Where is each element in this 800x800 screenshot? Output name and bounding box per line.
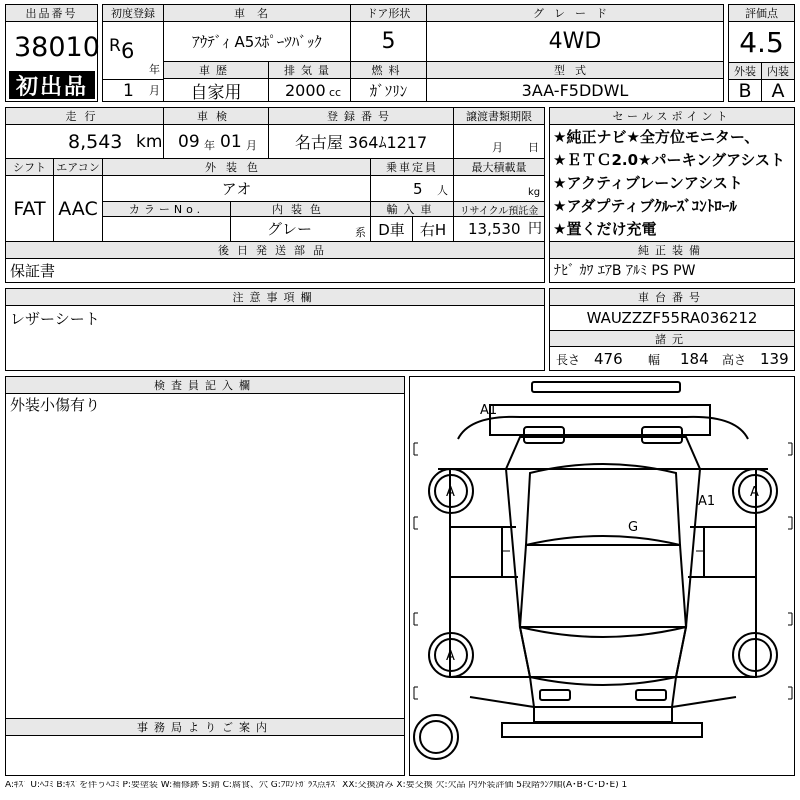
plate-label: 登録番号 bbox=[268, 107, 454, 125]
history-value: 自家用 bbox=[163, 78, 269, 102]
inspector-value: 外装小傷有り bbox=[10, 396, 101, 414]
mileage-value: 8,543 bbox=[68, 131, 123, 153]
int-color-suffix: 系 bbox=[355, 226, 366, 239]
inspection-month: 01 bbox=[220, 132, 242, 152]
score-value: 4.5 bbox=[728, 21, 795, 63]
first-reg-year-unit: 年 bbox=[149, 63, 160, 76]
recycle-value: 13,530 bbox=[468, 220, 521, 238]
mileage-label: 走行 bbox=[5, 107, 164, 125]
inspector-label: 検査員記入欄 bbox=[5, 376, 405, 394]
capacity-label: 乗車定員 bbox=[370, 158, 454, 176]
fuel-value: ｶﾞｿﾘﾝ bbox=[350, 78, 427, 102]
history-label: 車歴 bbox=[163, 61, 269, 79]
sales-points-label: セールスポイント bbox=[549, 107, 795, 125]
mark-wheel-rl: A bbox=[446, 649, 455, 664]
sales-point-4: ★アダプティブｸﾙｰｽﾞｺﾝﾄﾛｰﾙ bbox=[553, 197, 737, 215]
first-reg-month-unit: 月 bbox=[149, 84, 160, 97]
int-color-cell bbox=[230, 216, 371, 242]
recycle-label: リサイクル預託金 bbox=[453, 201, 545, 217]
lot-label: 出品番号 bbox=[5, 4, 98, 22]
fuel-label: 燃料 bbox=[350, 61, 427, 79]
equipment-value: ﾅﾋﾞ ｶﾜ ｴｱB ｱﾙﾐ PS PW bbox=[554, 263, 696, 279]
model-label: 型式 bbox=[426, 61, 724, 79]
shift-value: FAT bbox=[5, 175, 54, 242]
equipment-label: 純正装備 bbox=[549, 241, 795, 259]
dims-cell bbox=[549, 346, 795, 371]
sales-point-5: ★置くだけ充電 bbox=[553, 220, 657, 238]
ac-value: AAC bbox=[53, 175, 103, 242]
max-load-label: 最大積載量 bbox=[453, 158, 545, 176]
import-handle: 右H bbox=[412, 216, 454, 242]
bracket-right-1 bbox=[788, 443, 792, 455]
door-label: ドア形状 bbox=[350, 4, 427, 22]
bracket-left-2 bbox=[414, 517, 418, 529]
plate-value: 名古屋 364ﾑ1217 bbox=[268, 124, 454, 159]
notes-value: レザーシート bbox=[10, 310, 100, 328]
roof bbox=[520, 545, 686, 627]
max-load-unit: kg bbox=[528, 187, 541, 198]
grade-value: 4WD bbox=[426, 21, 724, 62]
ext-color-label: 外装色 bbox=[102, 158, 371, 176]
color-no-cell bbox=[102, 216, 231, 242]
ext-score: B bbox=[728, 79, 762, 102]
mileage-cell bbox=[5, 124, 164, 159]
capacity-unit: 人 bbox=[437, 184, 448, 197]
height-label: 高さ bbox=[722, 353, 747, 367]
lot-section bbox=[5, 4, 98, 102]
transfer-day-unit: 日 bbox=[528, 141, 539, 154]
color-no-label: カラーNo. bbox=[102, 201, 231, 217]
inspection-month-unit: 月 bbox=[246, 139, 257, 152]
inspection-label: 車検 bbox=[163, 107, 269, 125]
displacement-value: 2000 bbox=[285, 81, 326, 100]
later-parts-value: 保証書 bbox=[10, 262, 56, 280]
mark-windshield: G bbox=[628, 520, 639, 535]
bracket-right-2 bbox=[788, 517, 792, 529]
capacity-cell bbox=[370, 175, 454, 202]
notes-cell bbox=[5, 305, 545, 371]
transfer-month-unit: 月 bbox=[492, 141, 503, 154]
recycle-unit: 円 bbox=[528, 221, 542, 237]
car-name: ｱｳﾃﾞｨ A5ｽﾎﾟｰﾂﾊﾞｯｸ bbox=[163, 21, 351, 62]
recycle-cell bbox=[453, 216, 545, 242]
rear-fenders bbox=[470, 697, 736, 722]
int-score-label: 内装 bbox=[761, 62, 795, 80]
grade-label: グレード bbox=[426, 4, 724, 22]
office-label: 事務局よりご案内 bbox=[5, 718, 405, 736]
damage-diagram bbox=[409, 376, 795, 776]
inspector-cell bbox=[5, 393, 405, 719]
vin-value: WAUZZZF55RA036212 bbox=[549, 305, 795, 331]
door-value: 5 bbox=[350, 21, 427, 62]
car-diagram-svg bbox=[410, 377, 795, 776]
score-label: 評価点 bbox=[728, 4, 795, 22]
later-parts-cell bbox=[5, 258, 545, 283]
int-score: A bbox=[761, 79, 795, 102]
right-side-body bbox=[676, 469, 756, 677]
sales-point-3: ★アクティブレーンアシスト bbox=[553, 174, 743, 192]
int-color-value: グレー bbox=[267, 220, 313, 238]
mark-wheel-fl: A bbox=[446, 485, 455, 500]
front-bumper bbox=[532, 382, 680, 392]
transfer-cell bbox=[453, 124, 545, 159]
lot-number: 38010 bbox=[14, 32, 100, 63]
first-reg-cell bbox=[102, 21, 164, 102]
inspection-year-unit: 年 bbox=[204, 139, 215, 152]
office-cell bbox=[5, 735, 405, 776]
transfer-label: 譲渡書類期限 bbox=[453, 107, 545, 125]
first-reg-year: 6 bbox=[121, 39, 135, 63]
first-reg-era: R bbox=[109, 36, 121, 56]
car-name-label: 車名 bbox=[163, 4, 351, 22]
bracket-left-4 bbox=[414, 687, 418, 699]
int-color-label: 内装色 bbox=[230, 201, 371, 217]
shift-label: シフト bbox=[5, 158, 54, 176]
import-type: D車 bbox=[370, 216, 413, 242]
capacity-value: 5 bbox=[413, 180, 423, 198]
length-label: 長さ bbox=[556, 353, 581, 367]
dims-label: 諸元 bbox=[549, 330, 795, 347]
width-value: 184 bbox=[680, 350, 709, 368]
first-listing-badge: 初出品 bbox=[9, 71, 95, 99]
displacement-unit: cc bbox=[329, 86, 342, 99]
mark-right-fender: A1 bbox=[698, 494, 716, 509]
vin-label: 車台番号 bbox=[549, 288, 795, 306]
model-value: 3AA-F5DDWL bbox=[426, 78, 724, 102]
max-load-cell bbox=[453, 175, 545, 202]
ext-color-value: アオ bbox=[102, 175, 371, 202]
ext-score-label: 外装 bbox=[728, 62, 762, 80]
bracket-right-3 bbox=[788, 613, 792, 625]
equipment-cell bbox=[549, 258, 795, 283]
length-value: 476 bbox=[594, 350, 623, 368]
first-reg-month: 1 bbox=[123, 81, 134, 101]
legend: A:ｷｽﾞ U:ﾍｺﾐ B:ｷｽﾞを伴うﾍｺﾐ P:要塗装 W:補修跡 S:錆 C:腐食、穴 G:ﾌﾛﾝﾄｶﾞﾗｽ点ｷｽﾞ XX:交換済み X:要交換 欠:欠品 内外装評価 5段階ﾗﾝｸ順(A･B･C･D･E) 1 bbox=[5, 781, 628, 790]
mark-front: A1 bbox=[480, 403, 498, 418]
sales-points-box bbox=[549, 124, 795, 242]
left-side-body bbox=[450, 469, 530, 677]
height-value: 139 bbox=[760, 350, 789, 368]
import-label: 輸入車 bbox=[370, 201, 454, 217]
inspection-year: 09 bbox=[178, 132, 200, 152]
inspection-cell bbox=[163, 124, 269, 159]
first-reg-label: 初度登録 bbox=[102, 4, 164, 22]
later-parts-label: 後日発送部品 bbox=[5, 241, 545, 259]
width-label: 幅 bbox=[648, 353, 661, 367]
rear-bumper bbox=[502, 723, 702, 737]
spare-tire-hub bbox=[420, 721, 452, 753]
rear-lamp-right bbox=[636, 690, 666, 700]
mark-wheel-fr: A bbox=[750, 485, 759, 500]
displacement-label: 排気量 bbox=[268, 61, 351, 79]
ac-label: エアコン bbox=[53, 158, 103, 176]
bracket-left-1 bbox=[414, 443, 418, 455]
windshield bbox=[526, 464, 680, 545]
notes-label: 注意事項欄 bbox=[5, 288, 545, 306]
bracket-left-3 bbox=[414, 613, 418, 625]
sales-point-1: ★純正ナビ★全方位モニター、 bbox=[553, 128, 760, 146]
bracket-right-4 bbox=[788, 687, 792, 699]
mileage-unit: km bbox=[136, 132, 163, 152]
rear-lamp-left bbox=[540, 690, 570, 700]
displacement-cell bbox=[268, 78, 351, 102]
sales-point-2: ★ＥＴＣ2.0★パーキングアシスト bbox=[553, 151, 785, 169]
